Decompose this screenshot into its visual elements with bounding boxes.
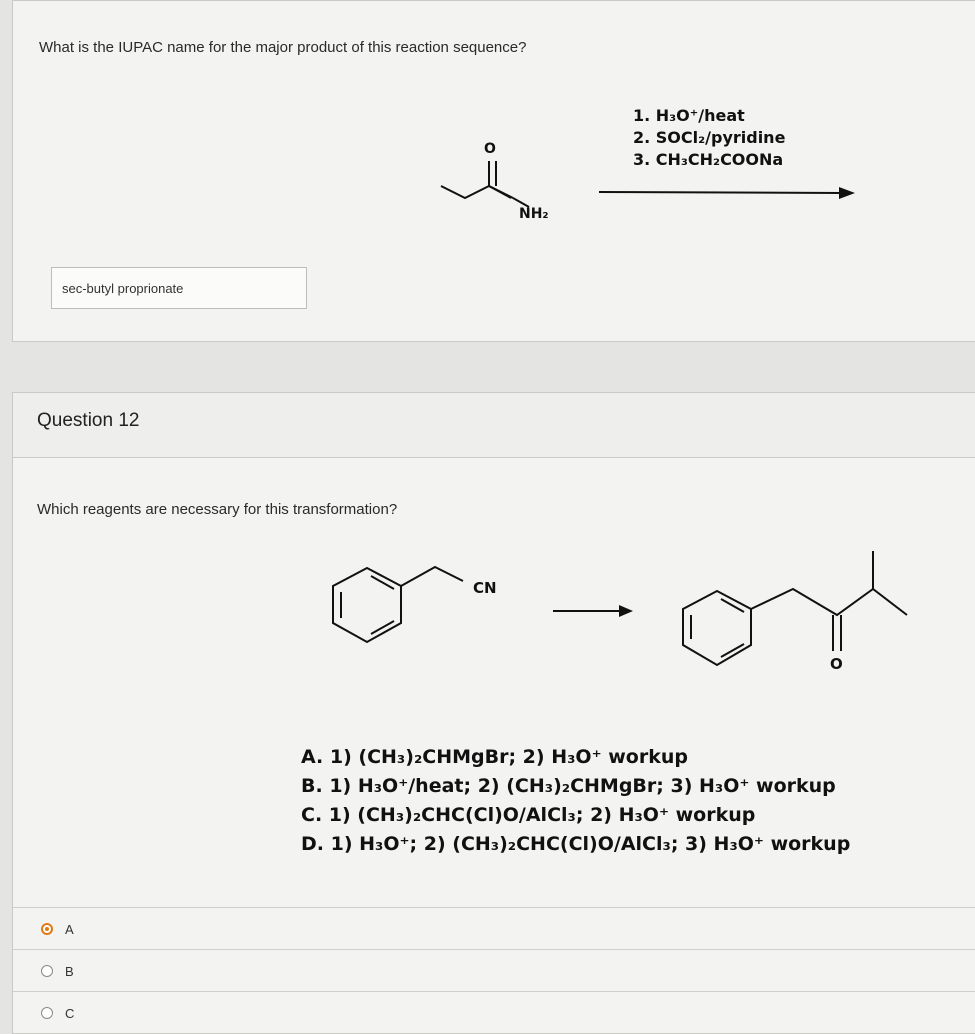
choice-b-text: B. 1) H₃O⁺/heat; 2) (CH₃)₂CHMgBr; 3) H₃O⁺ workup [301,775,836,797]
choice-d-text: D. 1) H₃O⁺; 2) (CH₃)₂CHC(Cl)O/AlCl₃; 3) H₃O⁺ workup [301,833,851,855]
option-a[interactable] [41,917,74,941]
option-b-label: B [65,963,74,979]
options-divider [13,907,975,908]
option-c-label: C [65,1005,75,1021]
answer-input[interactable]: sec-butyl proprionate [51,267,307,309]
question-12-prompt: Which reagents are necessary for this transformation? [37,501,398,518]
question-11-prompt: What is the IUPAC name for the major product of this reaction sequence? [39,39,527,56]
options-divider [13,991,975,992]
ketone-oxygen-label: O [830,655,843,673]
choice-a-text: A. 1) (CH₃)₂CHMgBr; 2) H₃O⁺ workup [301,746,688,768]
ketone-structure [13,393,973,693]
options-divider [13,949,975,950]
nitrile-group-label: CN [473,579,497,597]
radio-icon[interactable] [41,1007,53,1019]
option-b[interactable] [41,959,74,983]
question-12-card [12,392,975,1034]
question-11-card [12,0,975,342]
radio-selected-icon[interactable] [41,923,53,935]
reaction-arrow-icon [13,1,913,261]
radio-icon[interactable] [41,965,53,977]
option-c[interactable] [41,1001,74,1025]
reagent-step-2: 2. SOCl₂/pyridine [633,128,786,147]
question-12-title: Question 12 [37,410,140,431]
option-a-label: A [65,921,74,937]
carbonyl-oxygen-label: O [484,141,496,157]
reagent-step-3: 3. CH₃CH₂COONa [633,150,784,169]
amine-group-label: NH₂ [519,206,549,222]
reagent-step-1: 1. H₃O⁺/heat [633,106,745,125]
choice-c-text: C. 1) (CH₃)₂CHC(Cl)O/AlCl₃; 2) H₃O⁺ workup [301,804,756,826]
